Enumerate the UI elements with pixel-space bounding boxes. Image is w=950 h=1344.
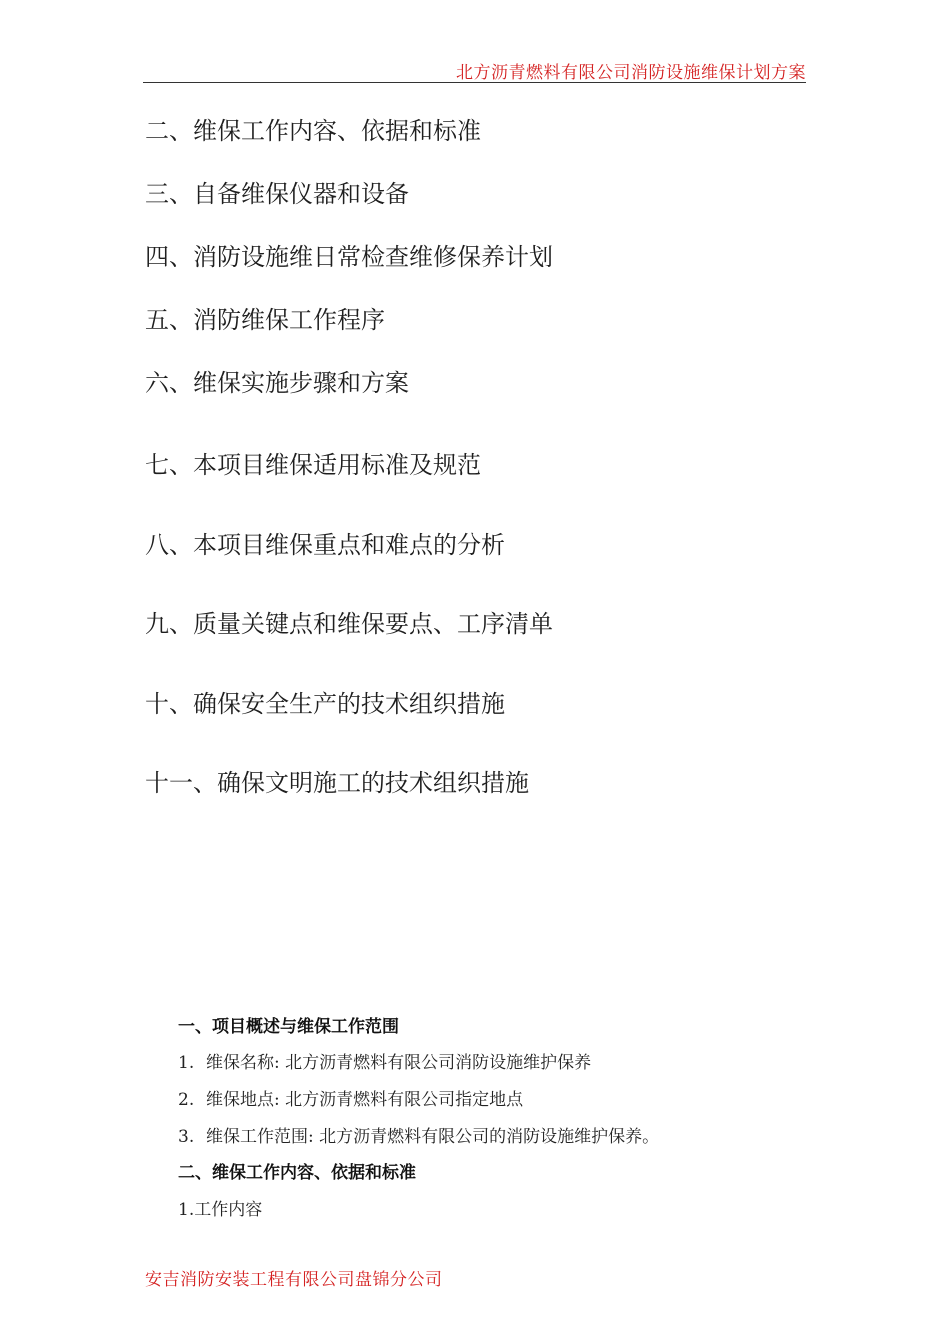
toc-item: 八、本项目维保重点和难点的分析 <box>145 531 505 559</box>
list-item-text: 维保工作范围: 北方沥青燃料有限公司的消防设施维护保养。 <box>206 1127 660 1147</box>
list-item-text: 维保名称: 北方沥青燃料有限公司消防设施维护保养 <box>206 1053 592 1073</box>
list-item <box>178 1051 591 1075</box>
page-footer: 安吉消防安装工程有限公司盘锦分公司 <box>145 1270 443 1290</box>
toc-item: 五、消防维保工作程序 <box>145 306 385 334</box>
list-item <box>178 1125 659 1149</box>
toc-item: 六、维保实施步骤和方案 <box>145 369 409 397</box>
section-heading: 二、维保工作内容、依据和标准 <box>178 1163 416 1183</box>
section-heading: 一、项目概述与维保工作范围 <box>178 1017 399 1037</box>
toc-item: 三、自备维保仪器和设备 <box>145 180 409 208</box>
toc-item: 二、维保工作内容、依据和标准 <box>145 117 481 145</box>
list-item-number: 2. <box>178 1090 195 1110</box>
toc-item: 四、消防设施维日常检查维修保养计划 <box>145 243 553 271</box>
toc-item: 七、本项目维保适用标准及规范 <box>145 451 481 479</box>
list-item-text: 维保地点: 北方沥青燃料有限公司指定地点 <box>206 1090 524 1110</box>
list-item-number: 3. <box>178 1127 195 1147</box>
list-item <box>178 1088 523 1112</box>
header-title: 北方沥青燃料有限公司消防设施维保计划方案 <box>456 63 806 83</box>
toc-item: 九、质量关键点和维保要点、工序清单 <box>145 610 553 638</box>
subsection-label: 1.工作内容 <box>178 1200 263 1220</box>
list-item-number: 1. <box>178 1053 195 1073</box>
page-header <box>143 56 806 83</box>
toc-item: 十一、确保文明施工的技术组织措施 <box>145 769 529 797</box>
toc-item: 十、确保安全生产的技术组织措施 <box>145 690 505 718</box>
